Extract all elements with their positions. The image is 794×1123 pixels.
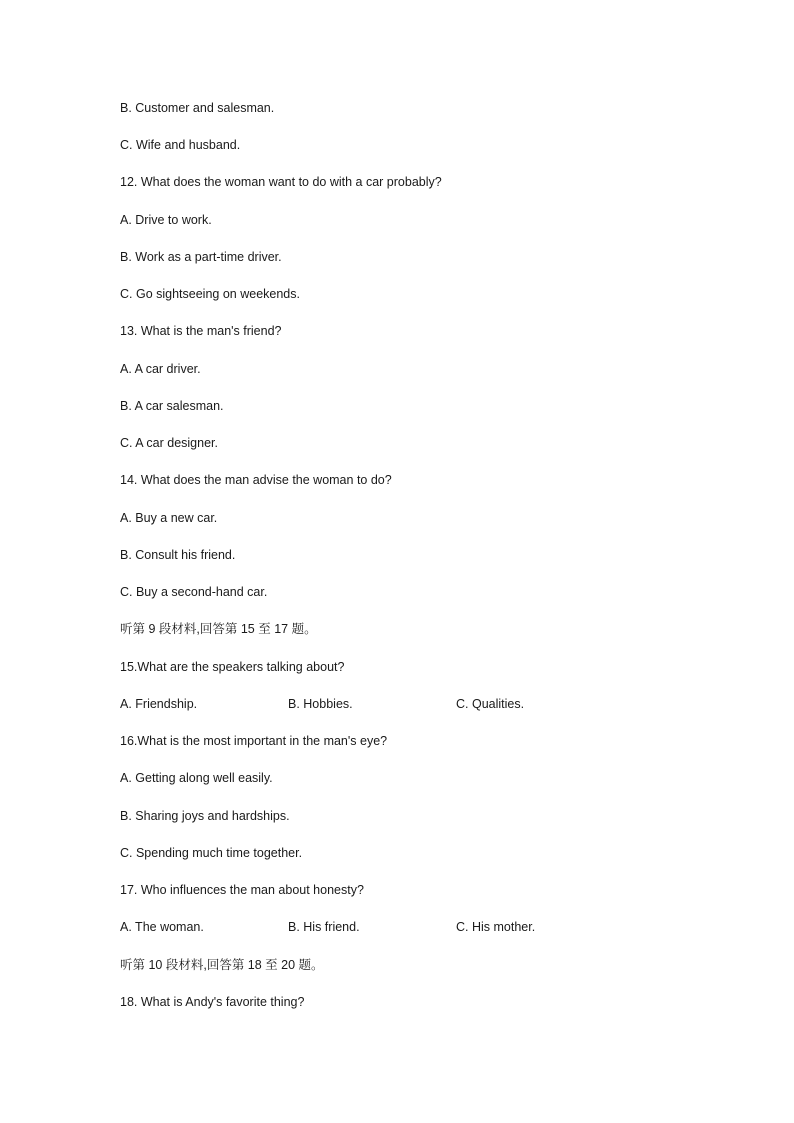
q16-option-b: B. Sharing joys and hardships.: [120, 809, 290, 823]
question-18: 18. What is Andy's favorite thing?: [120, 995, 305, 1009]
q11-option-b: B. Customer and salesman.: [120, 101, 275, 115]
q17-option-c: C. His mother.: [456, 920, 536, 934]
question-13: 13. What is the man's friend?: [120, 324, 282, 338]
section-10-instruction: 听第 10 段材料,回答第 18 至 20 题。: [120, 958, 324, 972]
q12-option-a: A. Drive to work.: [120, 213, 212, 227]
section-9-instruction: 听第 9 段材料,回答第 15 至 17 题。: [120, 622, 317, 636]
question-14: 14. What does the man advise the woman to do?: [120, 473, 392, 487]
q14-option-b: B. Consult his friend.: [120, 548, 236, 562]
question-12: 12. What does the woman want to do with a car probably?: [120, 175, 442, 189]
q15-option-c: C. Qualities.: [456, 697, 525, 711]
q16-option-c: C. Spending much time together.: [120, 846, 303, 860]
q15-option-b: B. Hobbies.: [288, 697, 353, 711]
q13-option-a: A. A car driver.: [120, 362, 201, 376]
question-15: 15.What are the speakers talking about?: [120, 660, 345, 674]
q12-option-b: B. Work as a part-time driver.: [120, 250, 282, 264]
q14-option-c: C. Buy a second-hand car.: [120, 585, 268, 599]
question-17: 17. Who influences the man about honesty?: [120, 883, 364, 897]
q14-option-a: A. Buy a new car.: [120, 511, 218, 525]
q12-option-c: C. Go sightseeing on weekends.: [120, 287, 300, 301]
q13-option-b: B. A car salesman.: [120, 399, 224, 413]
q15-option-a: A. Friendship.: [120, 697, 198, 711]
question-16: 16.What is the most important in the man's eye?: [120, 734, 388, 748]
q17-option-a: A. The woman.: [120, 920, 204, 934]
q17-option-b: B. His friend.: [288, 920, 360, 934]
q16-option-a: A. Getting along well easily.: [120, 771, 273, 785]
q11-option-c: C. Wife and husband.: [120, 138, 241, 152]
q13-option-c: C. A car designer.: [120, 436, 218, 450]
